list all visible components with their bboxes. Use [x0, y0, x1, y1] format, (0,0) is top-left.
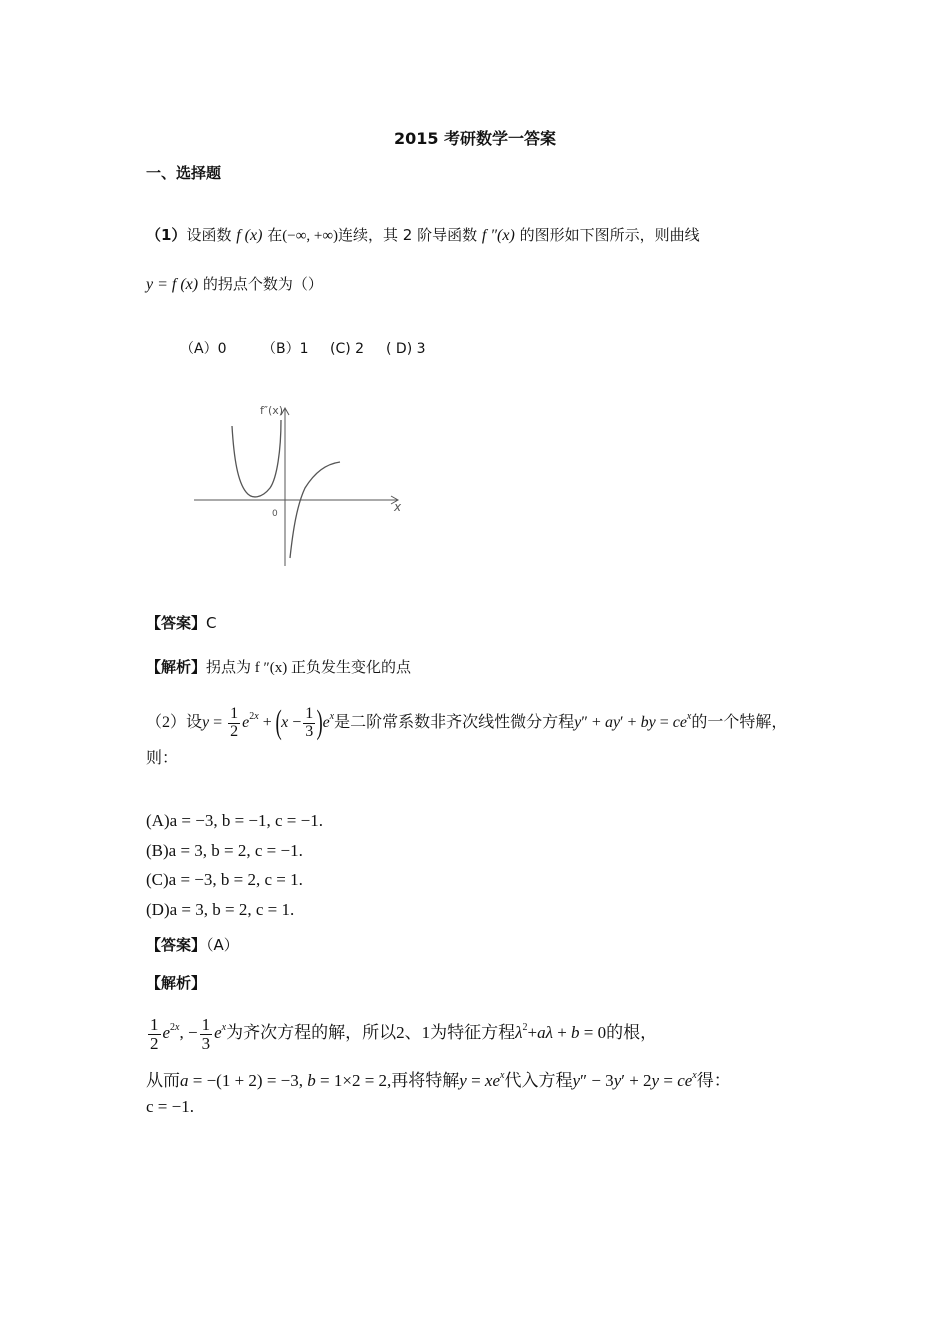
q1-line2: y = f (x) 的拐点个数为（）	[146, 275, 323, 293]
q2-option-c: (C)a = −3, b = 2, c = 1.	[146, 870, 303, 889]
q2-option-b: (B)a = 3, b = 2, c = −1.	[146, 840, 303, 860]
q1-options	[180, 338, 426, 358]
q1-line1: （1）设函数 f (x) 在(−∞, +∞)连续，其 2 阶导函数 f ″(x) 的图形如下图所示，则曲线	[146, 226, 700, 244]
q2-options	[146, 806, 323, 924]
q2-statement: （2）设y = $\frac{1}{2}$ $e^{2x} + (x$ − $\frac{1}{3}$ )$e^x$是二阶常系数非齐次线性微分方程y″ + ay′ + by = $ce^x$的一个特解，	[146, 704, 788, 742]
q2-solution-line3: c = −1.	[146, 1097, 194, 1116]
q1-option-d: ( D) 3	[386, 341, 426, 357]
q2-analysis-label: 【解析】	[146, 974, 207, 992]
q1-number: （1）	[146, 226, 187, 244]
q1-analysis: 【解析】拐点为 f ″(x) 正负发生变化的点	[146, 658, 411, 676]
q2-answer: 【答案】（A）	[146, 936, 239, 954]
q1-graph	[180, 390, 420, 575]
page-title: 2015 考研数学一答案	[393, 129, 557, 148]
q1-option-b: （B）1	[262, 341, 309, 357]
q1-option-a: （A）0	[180, 341, 227, 357]
q2-solution-line1: $\frac{1}{2}$ $e^{2x}$, − $\frac{1}{3}$ $e^x$为齐次方程的解，所以2、1为特征方程$\lambda^2+a\lambda + b = 0$的根，	[150, 1014, 658, 1053]
graph-x-label: x	[394, 500, 402, 514]
q2-option-a: (A)a = −3, b = −1, c = −1.	[146, 811, 323, 830]
q1-option-c: (C) 2	[330, 341, 365, 357]
graph-origin-label: 0	[272, 509, 278, 519]
curve-left	[232, 420, 281, 497]
q2-solution-line2: 从而a = −(1 + 2) = −3, b = 1×2 = 2,再将特解$y = xe^x$代入方程$y'' - 3y' + 2y = ce^x$得：	[146, 1070, 731, 1090]
q2-option-d: (D)a = 3, b = 2, c = 1.	[146, 899, 295, 919]
section-heading: 一、选择题	[146, 164, 222, 182]
graph-y-label: f″(x)	[260, 404, 284, 417]
curve-right	[290, 462, 340, 558]
q2-then: 则：	[146, 750, 179, 767]
q1-answer: 【答案】C	[146, 614, 217, 632]
q2-number: （2）	[146, 714, 187, 731]
